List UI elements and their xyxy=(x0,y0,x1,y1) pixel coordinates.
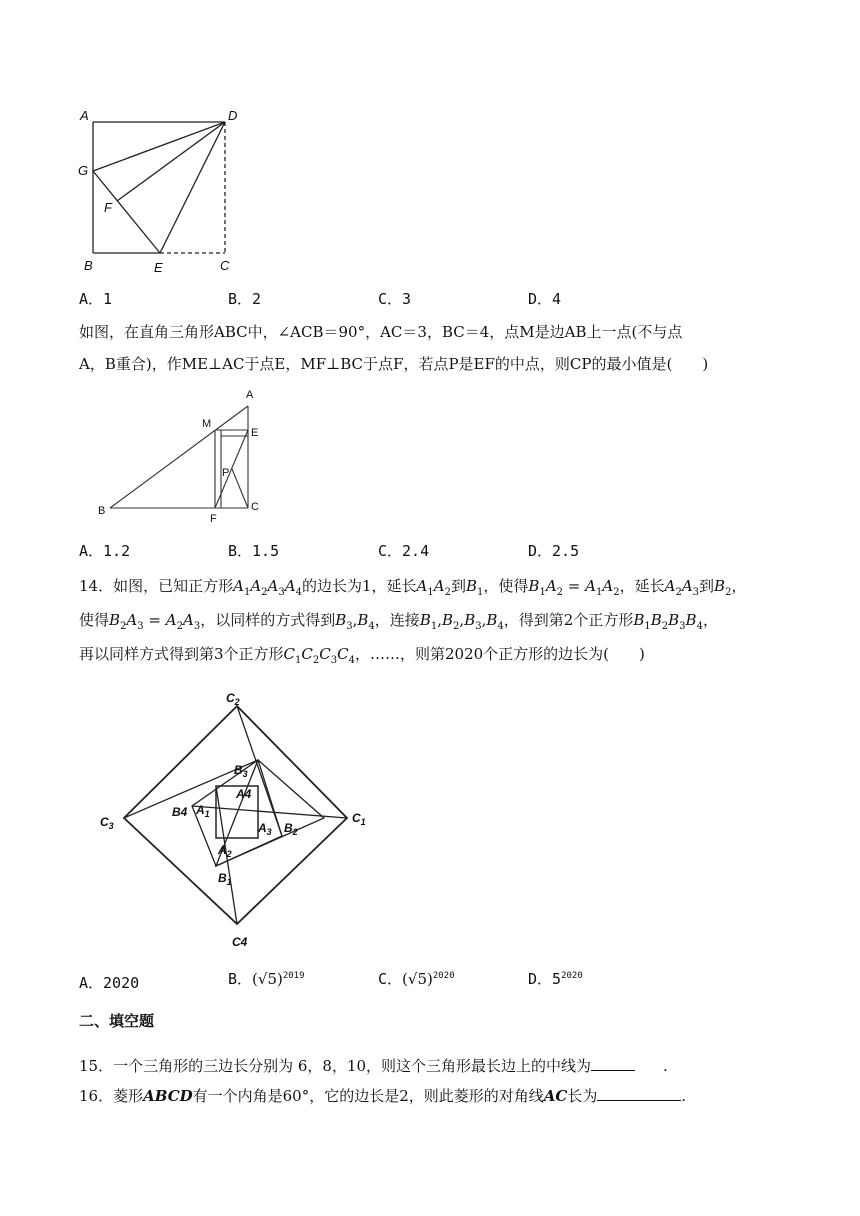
q14-text-3a: 再以同样方式得到第3个正方形 xyxy=(79,645,284,663)
q14-text-1b: 的边长为1，延长 xyxy=(301,577,417,595)
q13-label-f: F xyxy=(210,513,217,524)
q16-text-b: 有一个内角是60°，它的边长是2，则此菱形的对角线 xyxy=(192,1087,544,1105)
q14-label-b2: B xyxy=(284,821,293,835)
q13-label-b: B xyxy=(98,505,106,517)
svg-text:C2: $C_2$ xyxy=(226,691,240,707)
q13-line-2 xyxy=(79,348,708,380)
q14-line-1: 14．如图，已知正方形$A_1A_2A_3A_4$的边长为1，延长$A_1A_2$到$B_1$，使得$B_1A_2 = A_1A_2$，延长$A_2A_3$到$B_2$， xyxy=(79,577,747,598)
q14-text-1c: 到 xyxy=(450,577,466,595)
q14-label-c3: C xyxy=(100,815,109,829)
q16-text-c: 长为 xyxy=(567,1087,598,1105)
q13-text-1: 如图，在直角三角形ABC中，∠ACB＝90°，AC＝3，BC＝4，点M是边AB上一点(不与点 xyxy=(79,323,683,341)
q13-figure xyxy=(96,384,276,524)
q14-text-3b: ，……，则第2020个正方形的边长为( ) xyxy=(354,645,645,663)
q14-label-a3: A xyxy=(258,821,267,835)
q12-option-b[interactable]: B．2 xyxy=(228,290,262,308)
q14-line-3: 再以同样方式得到第3个正方形$C_1C_2C_3C_4$，……，则第2020个正方形的边长为( ) xyxy=(79,645,645,666)
q13-line-1 xyxy=(79,316,682,348)
q15-line xyxy=(79,1050,668,1082)
svg-text:B2: $B_2$ xyxy=(284,821,298,837)
q12-label-a: A xyxy=(80,108,89,123)
q14-text-2a: 使得 xyxy=(79,611,110,629)
q15-answer-blank[interactable] xyxy=(591,1056,635,1071)
svg-text:C1: $C_1$ xyxy=(352,811,366,827)
q14-option-c-exp: 2020 xyxy=(432,971,455,981)
q16-end: . xyxy=(681,1087,687,1105)
q13-option-b[interactable]: B．1.5 xyxy=(228,542,280,560)
q12-label-d: D xyxy=(228,108,238,123)
q14-label-c1: C xyxy=(352,811,361,825)
q14-line-2: 使得$B_2A_3 = A_2A_3$，以同样的方式得到$B_3,B_4$，连接$B_1,B_2,B_3,B_4$，得到第2个正方形$B_1B_2B_3B_4$， xyxy=(79,611,718,632)
q14-option-d[interactable] xyxy=(528,968,583,989)
q14-option-d-exp: 2020 xyxy=(561,971,583,981)
q14-option-d-base: 5 xyxy=(552,970,562,988)
q13-label-p: P xyxy=(222,467,230,479)
q15-text: 15．一个三角形的三边长分别为 6，8，10，则这个三角形最长边上的中线为 xyxy=(79,1057,592,1075)
q12-option-d[interactable]: D．4 xyxy=(528,290,562,308)
q13-label-e: E xyxy=(251,427,259,439)
q14-text-2d: ，得到第2个正方形 xyxy=(503,611,634,629)
q14-text-2b: ，以同样的方式得到 xyxy=(200,611,336,629)
q14-label-a2: A xyxy=(218,843,227,857)
q13-option-d[interactable]: D．2.5 xyxy=(528,542,580,560)
q12-label-e: E xyxy=(154,260,163,275)
q12-option-a[interactable]: A．1 xyxy=(79,290,113,308)
q12-option-c[interactable]: C．3 xyxy=(378,290,412,308)
q13-label-a: A xyxy=(246,389,254,401)
q14-text-1a: 如图，已知正方形 xyxy=(113,577,234,595)
svg-text:A3: $A_3$ xyxy=(258,821,272,837)
q16-answer-blank[interactable] xyxy=(597,1086,681,1101)
q14-text-1e: ，延长 xyxy=(619,577,665,595)
q12-label-c: C xyxy=(220,258,230,273)
q14-option-b-prefix: B． xyxy=(228,970,253,988)
q16-text-a: 16．菱形 xyxy=(79,1087,144,1105)
q14-label-a4: A4 xyxy=(236,787,252,801)
svg-text:C3: $C_3$ xyxy=(100,815,114,831)
q15-end: . xyxy=(663,1057,668,1075)
q14-option-a[interactable]: A．2020 xyxy=(79,974,140,992)
q14-option-c[interactable]: C．$(√5)^{2020}$ xyxy=(378,970,455,988)
q14-text-1d: ，使得 xyxy=(483,577,529,595)
q13-text-2: A，B重合)，作ME⊥AC于点E，MF⊥BC于点F，若点P是EF的中点，则CP的最小值是( ) xyxy=(79,355,709,373)
q14-figure xyxy=(92,686,392,956)
q14-option-d-prefix: D． xyxy=(528,970,553,988)
q12-figure xyxy=(70,100,250,280)
q13-label-m: M xyxy=(202,418,212,430)
q14-label-c2: C xyxy=(226,691,235,705)
svg-text:B1: $B_1$ xyxy=(218,871,232,887)
q13-option-c[interactable]: C．2.4 xyxy=(378,542,430,560)
q13-option-a[interactable]: A．1.2 xyxy=(79,542,131,560)
section-fill-in-title: 二、填空题 xyxy=(79,1012,155,1030)
q14-option-b[interactable]: B．$(√5)^{2019}$ xyxy=(228,970,305,988)
q16-line: 16．菱形ABCD有一个内角是60°，它的边长是2，则此菱形的对角线AC长为 . xyxy=(79,1087,687,1105)
q14-label-b1: B xyxy=(218,871,227,885)
q12-label-f: F xyxy=(104,200,112,215)
q14-text-1f: 到 xyxy=(699,577,715,595)
q14-option-b-exp: 2019 xyxy=(282,971,305,981)
q14-label-b4: B4 xyxy=(172,805,188,819)
q13-label-c: C xyxy=(251,501,259,513)
svg-text:A2: $A_2$ xyxy=(218,843,232,859)
q14-label-b3: B xyxy=(234,763,243,777)
q12-label-g: G xyxy=(78,163,89,178)
q14-number: 14． xyxy=(79,577,114,595)
q14-text-2c: ，连接 xyxy=(374,611,420,629)
q14-option-c-prefix: C． xyxy=(378,970,403,988)
q14-label-c4: C4 xyxy=(232,935,248,949)
svg-text:A1: $A_1$ xyxy=(196,803,210,819)
q14-label-a1: A xyxy=(196,803,205,817)
q12-label-b: B xyxy=(84,258,93,273)
svg-text:B3: $B_3$ xyxy=(234,763,248,779)
